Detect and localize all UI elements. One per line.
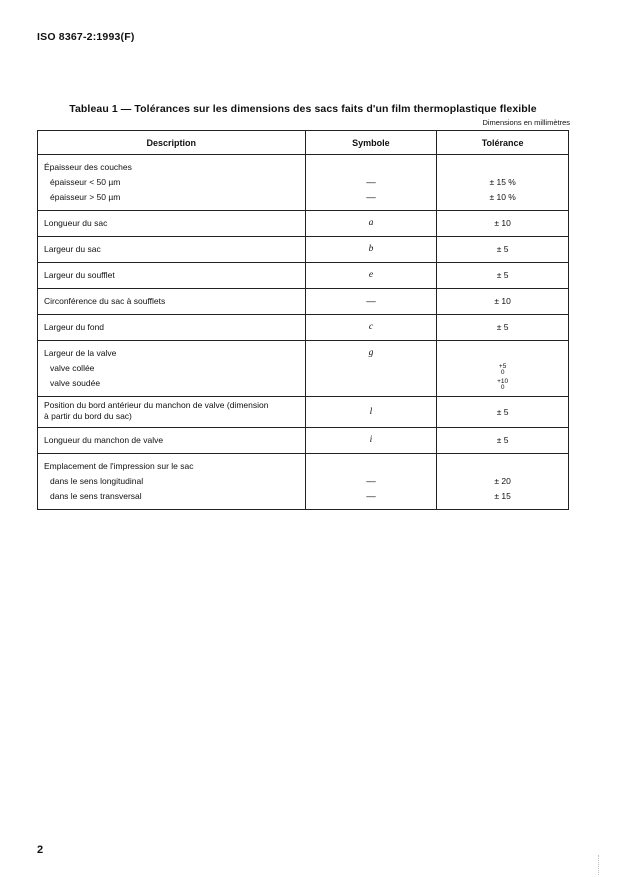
tolerance-value: ± 5: [496, 435, 509, 445]
tolerance-value: ± 15 %: [489, 177, 516, 187]
table-row: [38, 289, 569, 315]
tolerance-upper: +10: [497, 377, 509, 385]
description-label: Longueur du sac: [44, 218, 108, 228]
sub-label: valve collée: [50, 363, 95, 373]
table-row: [38, 237, 569, 263]
tolerance-value: ± 5: [496, 270, 509, 280]
symbol-cell: [305, 341, 437, 397]
document-id: ISO 8367-2:1993(F): [37, 31, 135, 43]
row-title: Épaisseur des couches: [44, 162, 132, 172]
tolerance-value: ± 15: [494, 491, 511, 501]
tolerance-value: ± 10 %: [489, 192, 516, 202]
tolerance-lower: 0: [500, 383, 505, 391]
tolerance-value: ± 5: [496, 407, 509, 417]
margin-mark: [598, 855, 600, 875]
table-row: [38, 454, 569, 510]
tolerance-value: ± 10: [494, 218, 511, 228]
sub-label: dans le sens transversal: [50, 491, 142, 501]
description-cell: [38, 341, 306, 397]
column-header-description: Description: [38, 131, 306, 155]
table-row: [38, 155, 569, 211]
tolerance-value: ± 5: [496, 244, 509, 254]
symbol-value: e: [368, 270, 374, 280]
tolerance-fraction: [499, 364, 506, 376]
tolerance-table: [37, 130, 569, 510]
table-row: [38, 428, 569, 454]
tolerance-cell: [437, 341, 569, 397]
sub-label: valve soudée: [50, 378, 101, 388]
description-label: Longueur du manchon de valve: [44, 435, 164, 445]
table-row: [38, 341, 569, 397]
table-caption: Tableau 1 — Tolérances sur les dimensions des sacs faits d'un film thermoplastique flexible: [69, 103, 537, 115]
tolerance-value: ± 10: [494, 296, 511, 306]
row-title: Emplacement de l'impression sur le sac: [44, 461, 194, 471]
symbol-value: c: [368, 322, 374, 332]
table-row: [38, 263, 569, 289]
description-label: Largeur du soufflet: [44, 270, 115, 280]
tolerance-cell: [437, 155, 569, 211]
description-cell: [38, 454, 306, 510]
tolerance-fraction: [497, 379, 508, 391]
symbol-value: —: [366, 491, 376, 502]
tolerance-cell: [437, 454, 569, 510]
description-cell: [38, 397, 306, 428]
description-label-line2: à partir du bord du sac): [44, 411, 132, 421]
sub-label: épaisseur > 50 µm: [50, 192, 121, 202]
symbol-value: i: [369, 435, 373, 445]
tolerance-upper: +5: [498, 362, 507, 370]
table-row: [38, 315, 569, 341]
description-label: Largeur du sac: [44, 244, 101, 254]
tolerance-value: ± 20: [494, 476, 511, 486]
symbol-value: l: [369, 407, 373, 417]
symbol-cell: [305, 155, 437, 211]
symbol-cell: [305, 454, 437, 510]
description-label: Circonférence du sac à soufflets: [44, 296, 166, 306]
tolerance-value: ± 5: [496, 322, 509, 332]
column-header-tolerance: Tolérance: [437, 131, 569, 155]
row-title: Largeur de la valve: [44, 348, 117, 358]
sub-label: épaisseur < 50 µm: [50, 177, 121, 187]
page-number: 2: [37, 844, 44, 856]
symbol-value: a: [368, 218, 374, 228]
symbol-value: b: [368, 244, 374, 254]
units-note: Dimensions en millimètres: [482, 118, 570, 127]
sub-label: dans le sens longitudinal: [50, 476, 144, 486]
description-cell: [38, 155, 306, 211]
symbol-value: g: [368, 348, 374, 358]
description-label: Largeur du fond: [44, 322, 105, 332]
symbol-value: —: [366, 177, 376, 188]
column-header-symbol: Symbole: [305, 131, 437, 155]
symbol-value: —: [366, 296, 376, 307]
table-header-row: [38, 131, 569, 155]
table-row: [38, 397, 569, 428]
symbol-value: —: [366, 476, 376, 487]
symbol-value: —: [366, 192, 376, 203]
tolerance-lower: 0: [500, 368, 505, 376]
table-row: [38, 211, 569, 237]
description-label-line1: Position du bord antérieur du manchon de valve (dimension: [44, 400, 269, 410]
